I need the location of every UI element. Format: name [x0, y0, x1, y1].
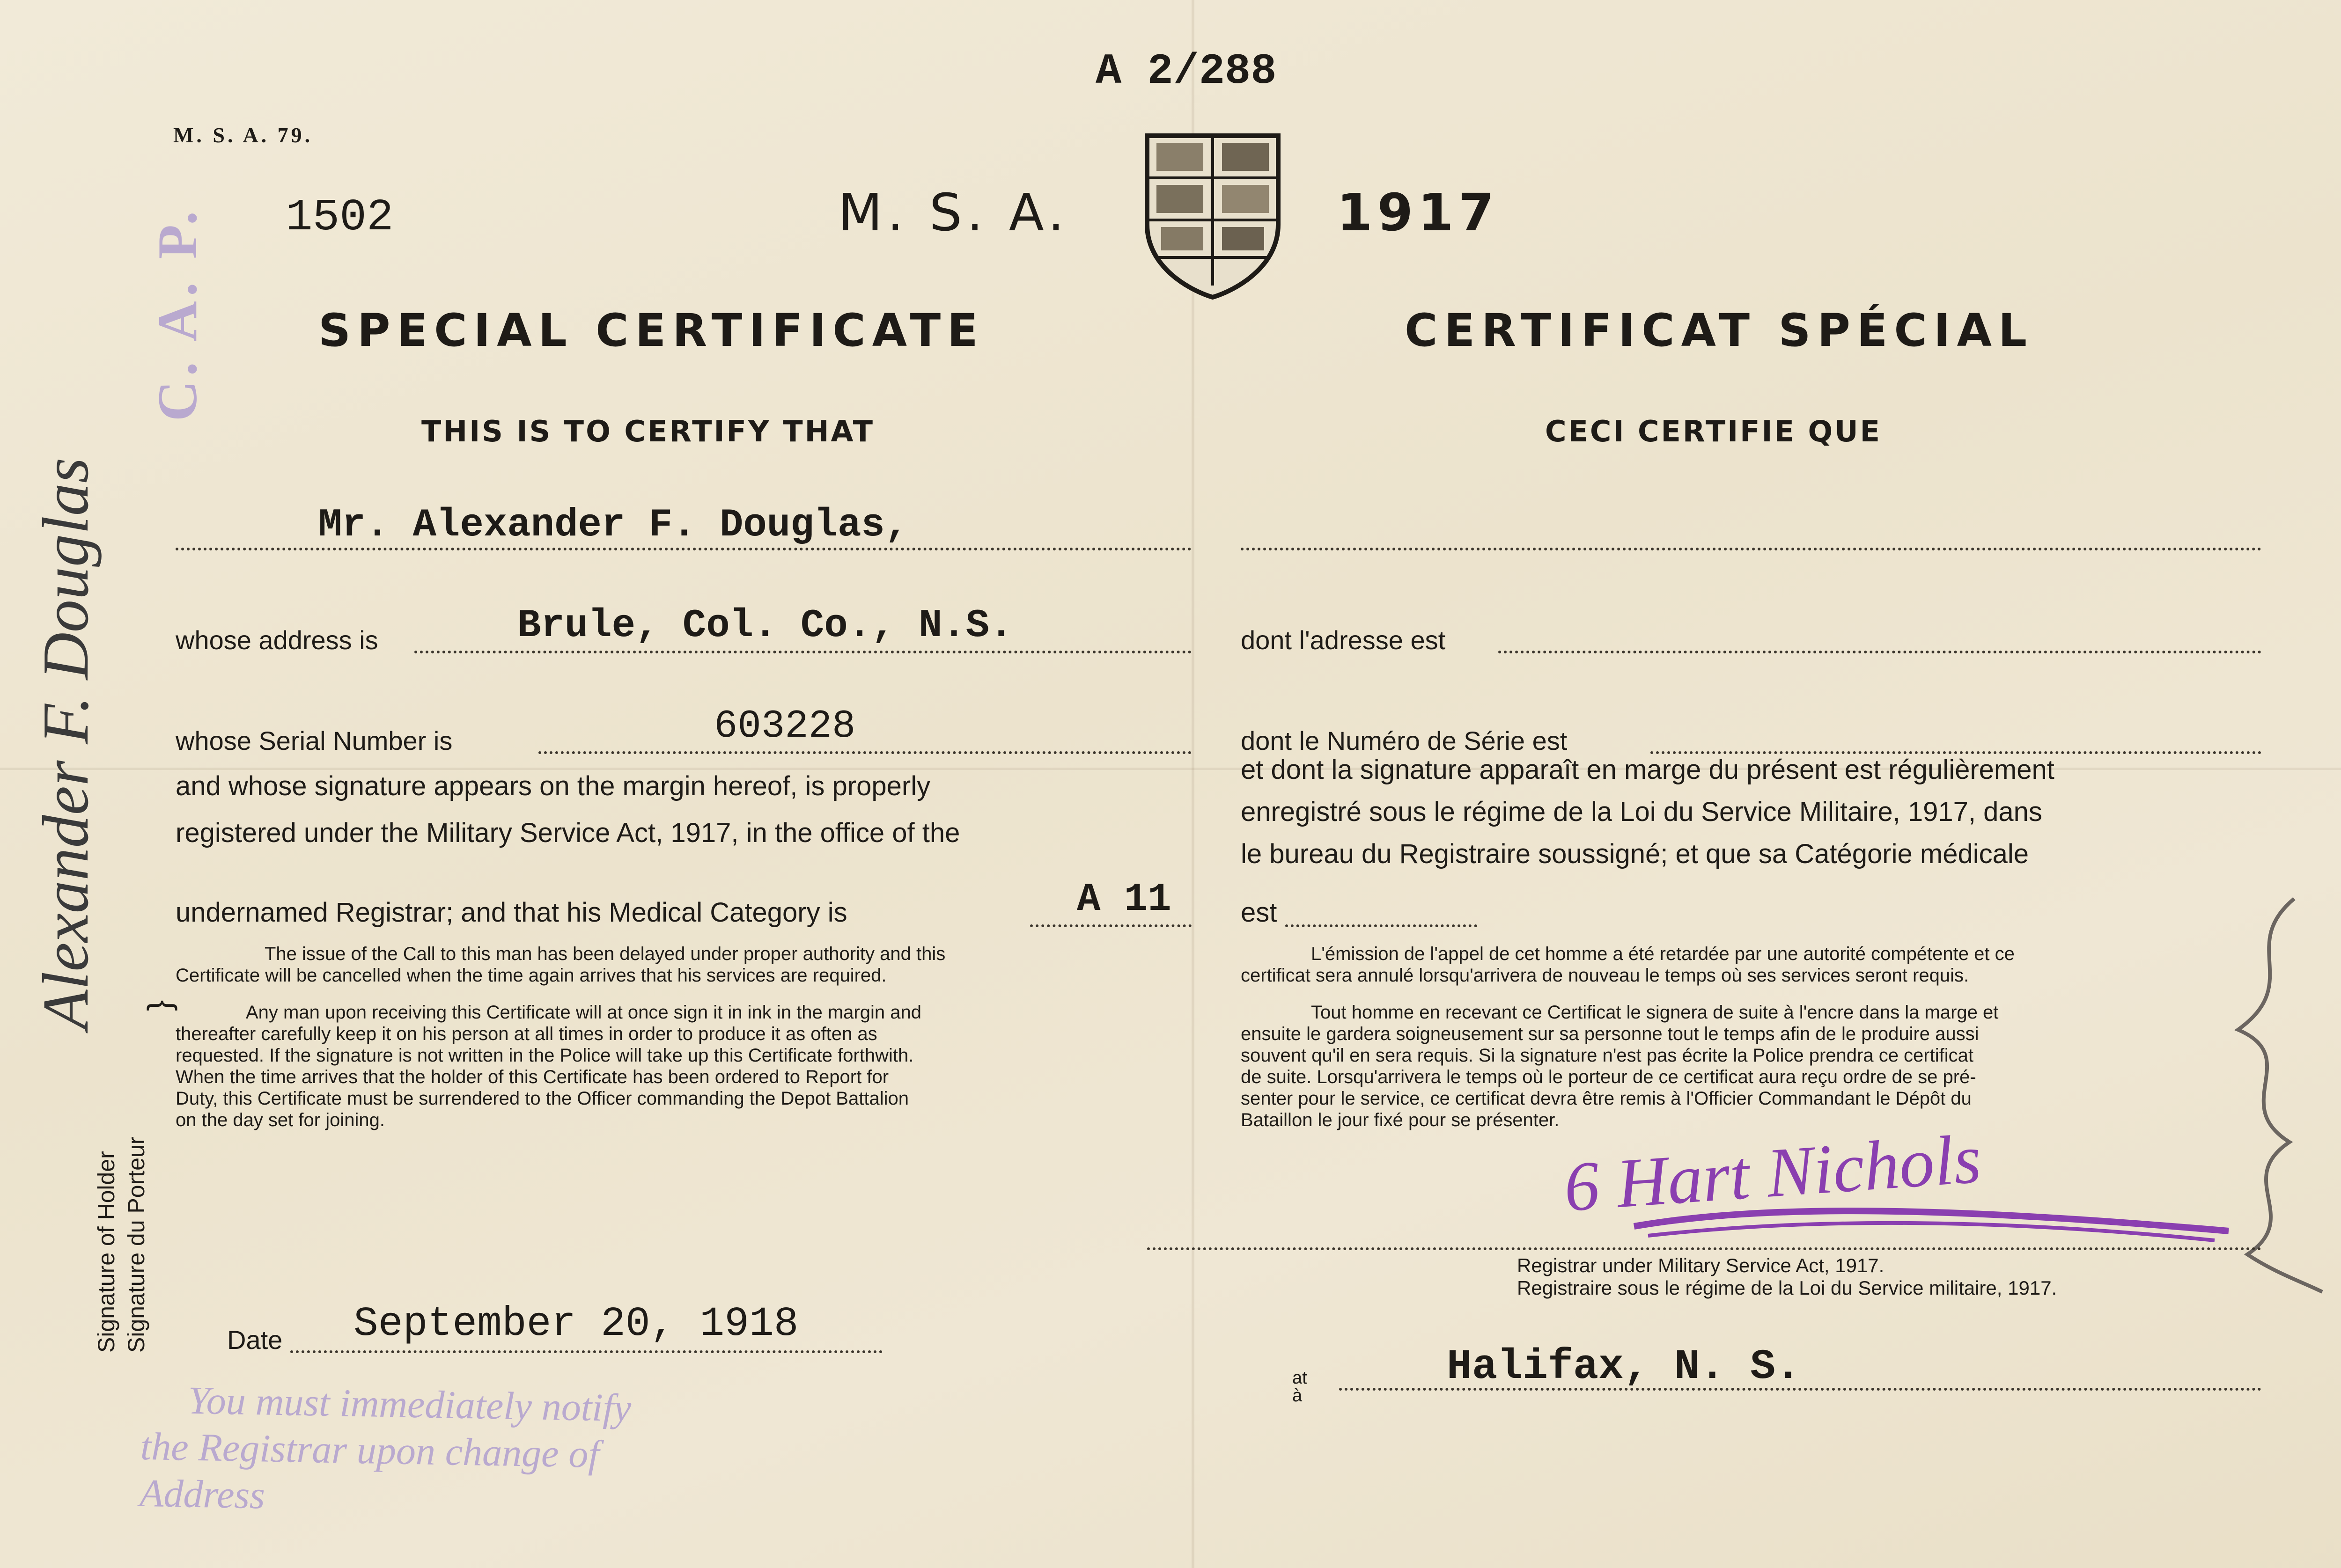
msa-heading: M. S. A. [838, 183, 1069, 242]
signature-flourish-icon [1629, 1198, 2238, 1254]
pencil-initials-icon [2182, 889, 2332, 1301]
subtitle-english: THIS IS TO CERTIFY THAT [421, 414, 875, 448]
date-value: September 20, 1918 [353, 1301, 799, 1348]
margin-label-french: Signature du Porteur [123, 1136, 149, 1353]
registrar-label-french: Registraire sous le régime de la Loi du Service militaire, 1917. [1517, 1277, 2057, 1299]
serial-label-french: dont le Numéro de Série est [1241, 726, 1568, 755]
paragraph-english-line3: undernamed Registrar; and that his Medical Category is [176, 897, 847, 928]
subtitle-french: CECI CERTIFIE QUE [1545, 414, 1882, 448]
registrar-label-english: Registrar under Military Service Act, 1917. [1517, 1254, 1885, 1276]
category-line [1030, 924, 1192, 927]
category-value: A 11 [1077, 878, 1171, 922]
stamp-line-3: Address [139, 1471, 265, 1517]
name-line-french [1241, 548, 2261, 550]
holder-name-value: Mr. Alexander F. Douglas, [318, 503, 909, 548]
holder-signature: Alexander F. Douglas [29, 457, 102, 1030]
place-label-french: à [1292, 1386, 1303, 1406]
address-line-english [414, 651, 1192, 653]
notice-english-2: Any man upon receiving this Certificate will at once sign it in ink in the margin and thereafter carefully keep it on his person at all times in order to produce it as often as requested. If the signature is not written in the Police will take up this Certificate forthwith. When the time arrives that the holder of this Certificate has been ordered to Report for Duty, this Certificate must be surrendered to the Officer commanding the Depot Battalion on the day set for joining. [176, 1002, 921, 1130]
form-number: M. S. A. 79. [173, 123, 313, 147]
paragraph-french-line3: le bureau du Registraire soussigné; et que sa Catégorie médicale [1241, 839, 2029, 869]
stamp-line-2: the Registrar upon change of [140, 1424, 600, 1476]
registrar-line [1147, 1247, 2261, 1250]
serial-line-english [538, 751, 1192, 754]
notice-french-2: Tout homme en recevant ce Certificat le signera de suite à l'encre dans la marge et ensuite le gardera soigneusement sur sa personne tout le temps afin de le produire aussi souvent qu'il en sera requis. Si la signature n'est pas écrite la Police prendra ce certificat de suite. Lorsqu'arrivera le temps où le porteur de ce certificat aura reçu ordre de se pré- senter pour le service, ce certificat devra être remis à l'Officier Commandant le Dépôt du Bataillon le jour fixé pour se présenter. [1241, 1002, 1999, 1130]
certificate-number: 1502 [286, 192, 394, 243]
title-french: CERTIFICAT SPÉCIAL [1405, 304, 2034, 357]
stamp-line-1: You must immediately notify [188, 1378, 632, 1430]
serial-value: 603228 [714, 704, 856, 749]
category-label-french: est [1241, 897, 1277, 928]
title-english: SPECIAL CERTIFICATE [318, 304, 985, 357]
address-label: whose address is [176, 625, 378, 655]
name-line-english [176, 548, 1192, 550]
file-reference: A 2/288 [1096, 47, 1277, 96]
notice-english-1: The issue of the Call to this man has been delayed under proper authority and this Certificate will be cancelled when the time again arrives that his services are required. [176, 944, 946, 986]
place-value: Halifax, N. S. [1447, 1343, 1801, 1391]
address-value: Brule, Col. Co., N.S. [517, 604, 1013, 648]
serial-label: whose Serial Number is [176, 726, 453, 755]
address-label-french: dont l'adresse est [1241, 625, 1446, 655]
place-label-english: at [1292, 1368, 1307, 1388]
change-of-address-stamp [139, 1377, 632, 1525]
category-line-french [1285, 924, 1477, 927]
date-line [290, 1350, 883, 1353]
margin-label-english: Signature of Holder [93, 1151, 119, 1353]
year-heading: 1917 [1337, 183, 1499, 242]
margin-brace-icon: } [141, 1000, 177, 1011]
paragraph-french-line2: enregistré sous le régime de la Loi du Service Militaire, 1917, dans [1241, 797, 2042, 827]
notice-french-1: L'émission de l'appel de cet homme a été retardée par une autorité compétente et ce certificat sera annulé lorsqu'arrivera de nouveau le temps où ses services seront requis. [1241, 944, 2015, 986]
address-line-french [1498, 651, 2261, 653]
registrar-label [1517, 1254, 2057, 1299]
registrar-signature: 6 Hart Nichols [1561, 1120, 1984, 1226]
place-label [1292, 1369, 1307, 1405]
margin-signature-label [91, 1016, 151, 1353]
coat-of-arms-icon [1142, 131, 1283, 300]
paragraph-english-line1: and whose signature appears on the margin hereof, is properly [176, 771, 931, 801]
paragraph-english-line2: registered under the Military Service Act, 1917, in the office of the [176, 818, 960, 848]
paragraph-french-line1: et dont la signature apparaît en marge du présent est régulièrement [1241, 755, 2054, 785]
place-line [1339, 1388, 2261, 1391]
cap-stamp: C. A. P. [146, 206, 208, 421]
date-label: Date [227, 1325, 283, 1355]
